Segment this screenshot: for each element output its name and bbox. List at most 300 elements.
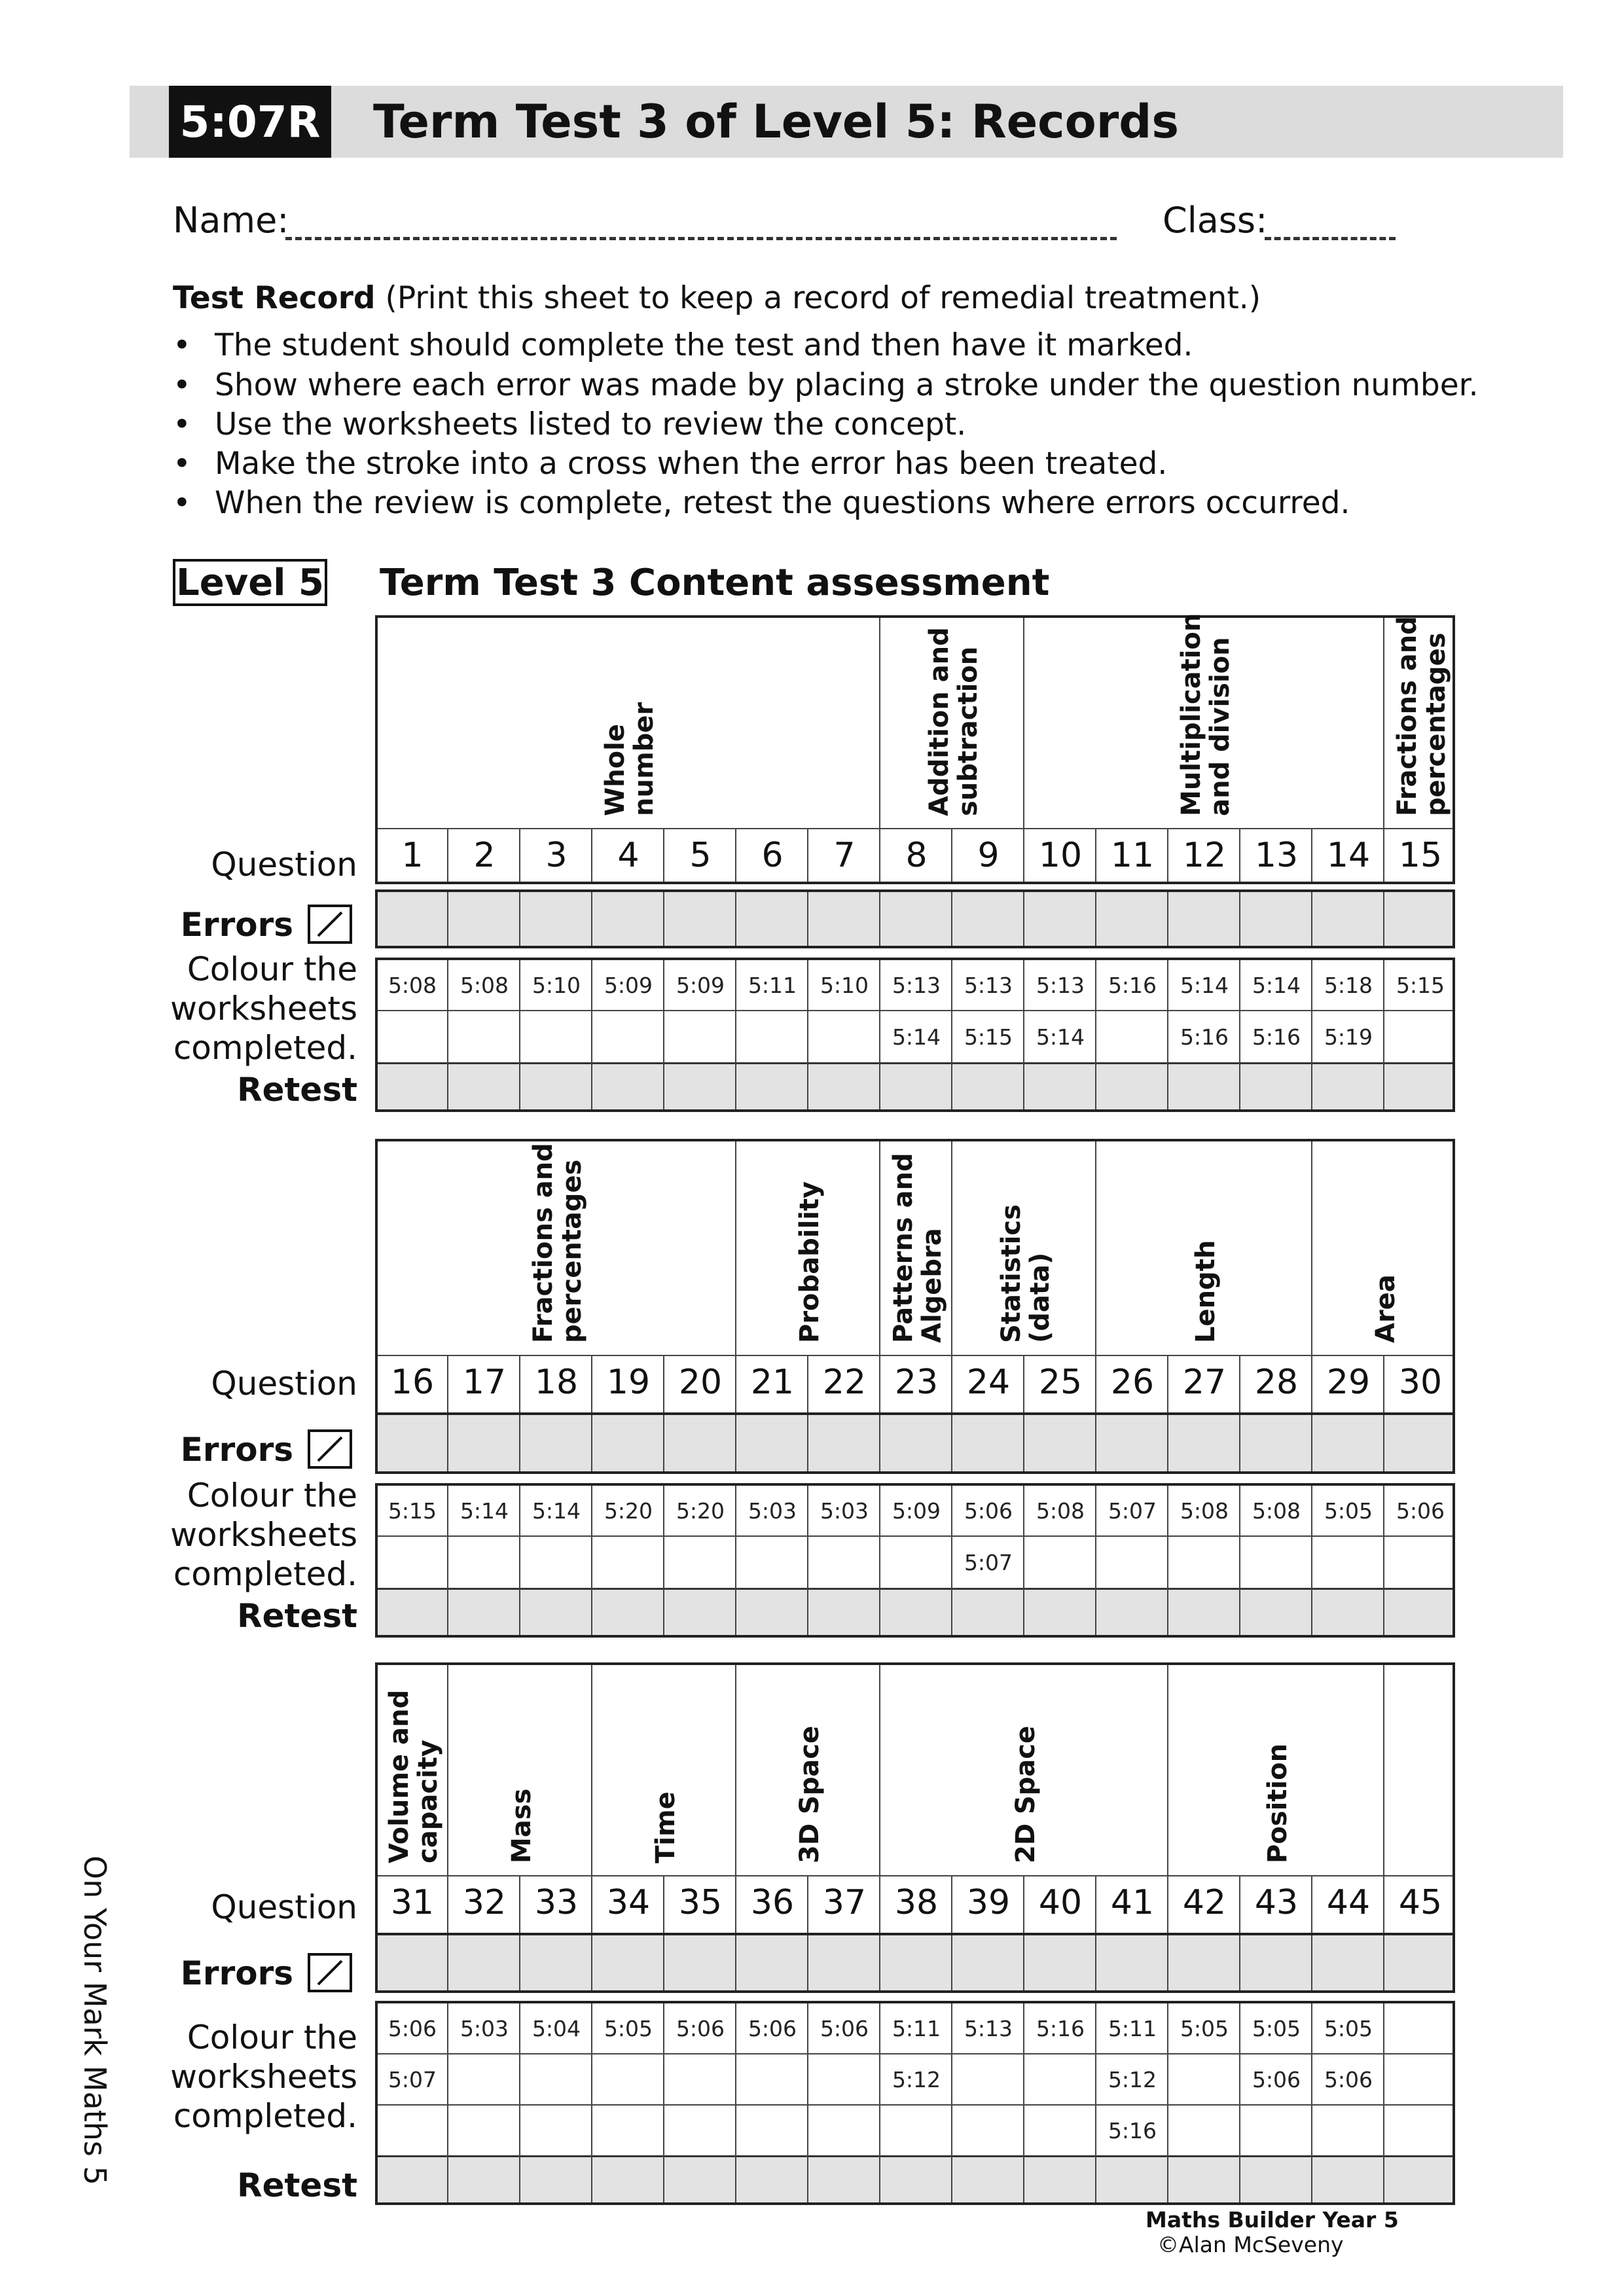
worksheet-cell[interactable]: 5:16	[1252, 1024, 1301, 1050]
worksheet-cell[interactable]: 5:20	[604, 1498, 653, 1524]
error-cell[interactable]	[1242, 1935, 1311, 1990]
retest-cell[interactable]	[1386, 1589, 1455, 1640]
worksheet-cell[interactable]: 5:16	[1180, 1024, 1229, 1050]
worksheet-cell[interactable]: 5:06	[964, 1498, 1013, 1524]
divider	[663, 1355, 664, 1412]
topic-line: subtraction	[953, 646, 983, 816]
worksheet-cell[interactable]: 5:13	[1036, 973, 1085, 998]
question-number: 8	[905, 836, 928, 875]
divider	[951, 1355, 952, 1412]
divider	[1023, 618, 1024, 831]
class-field[interactable]	[1265, 237, 1396, 240]
divider	[879, 618, 880, 831]
topic-line: (data)	[1025, 1252, 1055, 1343]
error-cell[interactable]	[1170, 892, 1239, 946]
retest-cell[interactable]	[522, 2157, 591, 2208]
retest-cell[interactable]	[882, 1064, 951, 1115]
retest-cell[interactable]	[1026, 2157, 1095, 2208]
question-number: 43	[1254, 1883, 1299, 1922]
worksheet-cell[interactable]: 5:11	[748, 973, 797, 998]
question-number: 14	[1326, 836, 1371, 875]
retest-cell[interactable]	[450, 1589, 519, 1640]
topic-question-grid	[375, 1662, 1455, 1935]
instruction-item: • When the review is complete, retest the questions where errors occurred.	[173, 485, 1350, 521]
retest-label: Retest	[237, 2166, 357, 2204]
question-number: 27	[1182, 1363, 1227, 1402]
divider	[735, 1935, 736, 1990]
worksheet-cell[interactable]: 5:06	[748, 2016, 797, 2041]
worksheet-cell[interactable]: 5:20	[676, 1498, 725, 1524]
divider	[807, 828, 808, 882]
question-number: 26	[1110, 1363, 1155, 1402]
divider	[807, 1355, 808, 1412]
divider	[879, 1665, 880, 1878]
question-number: 23	[894, 1363, 939, 1402]
error-cell[interactable]	[450, 1415, 519, 1471]
retest-cell[interactable]	[1170, 2157, 1239, 2208]
worksheet-cell[interactable]: 5:13	[964, 2016, 1013, 2041]
divider	[807, 2003, 808, 2202]
error-cell[interactable]	[1026, 1415, 1095, 1471]
topic-line: Position	[1263, 1743, 1293, 1863]
question-number: 16	[390, 1363, 435, 1402]
error-cell[interactable]	[1170, 1415, 1239, 1471]
worksheet-cell[interactable]: 5:06	[676, 2016, 725, 2041]
retest-cell[interactable]	[1314, 2157, 1383, 2208]
question-number: 21	[750, 1363, 795, 1402]
worksheet-cell[interactable]: 5:14	[1036, 1024, 1085, 1050]
retest-cell[interactable]	[882, 2157, 951, 2208]
divider	[591, 960, 592, 1109]
retest-cell[interactable]	[738, 1589, 807, 1640]
error-cell[interactable]	[450, 1935, 519, 1990]
divider	[951, 1141, 952, 1357]
stroke-key-icon	[308, 905, 352, 944]
divider	[447, 1355, 448, 1412]
topic-label	[1263, 1744, 1292, 1863]
divider	[519, 828, 520, 882]
divider	[1311, 828, 1312, 882]
topic-label	[795, 1181, 824, 1343]
divider	[879, 1415, 880, 1471]
topic-line: Fractions and	[528, 1143, 558, 1343]
divider	[1383, 828, 1384, 882]
retest-cell[interactable]	[1314, 1589, 1383, 1640]
error-cell[interactable]	[954, 892, 1023, 946]
divider	[1311, 960, 1312, 1109]
retest-cell[interactable]	[1098, 2157, 1167, 2208]
divider	[378, 2053, 1453, 2054]
retest-label: Retest	[237, 1597, 357, 1635]
worksheet-cell[interactable]: 5:15	[388, 1498, 437, 1524]
error-cell[interactable]	[594, 1935, 663, 1990]
worksheet-cell[interactable]: 5:14	[1180, 973, 1229, 998]
retest-cell[interactable]	[450, 1064, 519, 1115]
error-cell[interactable]	[1386, 1935, 1455, 1990]
worksheet-cell[interactable]: 5:07	[964, 1550, 1013, 1575]
retest-cell[interactable]	[882, 1589, 951, 1640]
worksheet-cell[interactable]: 5:05	[1180, 2016, 1229, 2041]
divider	[1167, 1486, 1168, 1635]
colour-label-1: Colour the	[187, 2018, 357, 2056]
divider	[447, 892, 448, 946]
retest-cell[interactable]	[1242, 2157, 1311, 2208]
question-number: 37	[822, 1883, 867, 1922]
worksheet-cell[interactable]: 5:12	[1108, 2067, 1157, 2092]
divider	[1311, 892, 1312, 946]
worksheet-cell[interactable]: 5:18	[1324, 973, 1373, 998]
question-number: 15	[1398, 836, 1443, 875]
error-cell[interactable]	[1386, 1415, 1455, 1471]
worksheet-cell[interactable]: 5:03	[820, 1498, 869, 1524]
test-record-heading: Test Record	[173, 280, 376, 316]
worksheet-cell[interactable]: 5:09	[604, 973, 653, 998]
retest-cell[interactable]	[954, 2157, 1023, 2208]
error-cell[interactable]	[1170, 1935, 1239, 1990]
retest-cell[interactable]	[1026, 1064, 1095, 1115]
divider	[1239, 1875, 1240, 1933]
retest-cell[interactable]	[1098, 1064, 1167, 1115]
worksheet-cell[interactable]: 5:14	[892, 1024, 941, 1050]
topic-line: Area	[1371, 1274, 1401, 1343]
divider	[1095, 1141, 1096, 1357]
topic-label	[601, 702, 659, 816]
question-number: 40	[1038, 1883, 1083, 1922]
retest-cell[interactable]	[594, 2157, 663, 2208]
divider	[1167, 960, 1168, 1109]
book-title: Maths Builder Year 5	[1146, 2207, 1399, 2233]
worksheet-cell[interactable]: 5:07	[1108, 1498, 1157, 1524]
error-cell[interactable]	[738, 1935, 807, 1990]
divider	[735, 1875, 736, 1933]
worksheet-cell[interactable]: 5:08	[460, 973, 509, 998]
error-cell[interactable]	[1098, 1415, 1167, 1471]
question-number: 33	[534, 1883, 579, 1922]
divider	[447, 1486, 448, 1635]
worksheet-cell[interactable]: 5:05	[1324, 1498, 1373, 1524]
worksheet-cell[interactable]: 5:11	[1108, 2016, 1157, 2041]
worksheets-grid	[375, 958, 1455, 1112]
error-cell[interactable]	[1098, 892, 1167, 946]
divider	[1239, 960, 1240, 1109]
retest-cell[interactable]	[1242, 1589, 1311, 1640]
worksheet-cell[interactable]: 5:10	[532, 973, 581, 998]
error-cell[interactable]	[738, 892, 807, 946]
divider	[447, 2003, 448, 2202]
divider	[1383, 960, 1384, 1109]
divider	[1311, 2003, 1312, 2202]
question-number: 1	[401, 836, 424, 875]
topic-line: Length	[1191, 1240, 1221, 1343]
divider	[879, 1486, 880, 1635]
divider	[1383, 1935, 1384, 1990]
topic-label	[795, 1726, 824, 1863]
worksheet-cell[interactable]: 5:04	[532, 2016, 581, 2041]
colour-label-1: Colour the	[187, 1477, 357, 1515]
divider	[447, 1935, 448, 1990]
topic-line: 2D Space	[1011, 1725, 1041, 1863]
divider	[378, 1010, 1453, 1011]
question-number: 24	[966, 1363, 1011, 1402]
divider	[591, 1415, 592, 1471]
divider	[663, 828, 664, 882]
topic-line: Fractions and	[1392, 616, 1422, 816]
errors-row	[375, 1933, 1455, 1993]
error-cell[interactable]	[666, 1415, 735, 1471]
divider	[735, 1486, 736, 1635]
divider	[735, 960, 736, 1109]
divider	[519, 960, 520, 1109]
worksheet-cell[interactable]: 5:11	[892, 2016, 941, 2041]
divider	[735, 828, 736, 882]
error-cell[interactable]	[810, 892, 879, 946]
error-cell[interactable]	[450, 892, 519, 946]
retest-cell[interactable]	[1314, 1064, 1383, 1115]
worksheet-cell[interactable]: 5:06	[1324, 2067, 1373, 2092]
divider	[1095, 1875, 1096, 1933]
retest-cell[interactable]	[522, 1064, 591, 1115]
retest-cell[interactable]	[810, 1064, 879, 1115]
error-cell[interactable]	[378, 1935, 447, 1990]
errors-row	[375, 889, 1455, 948]
divider	[951, 1486, 952, 1635]
divider	[519, 1415, 520, 1471]
question-number: 13	[1254, 836, 1299, 875]
divider	[879, 1935, 880, 1990]
worksheets-grid	[375, 1483, 1455, 1638]
topic-line: Multiplication	[1176, 613, 1206, 816]
topic-label	[925, 627, 983, 816]
divider	[591, 1875, 592, 1933]
retest-cell[interactable]	[666, 2157, 735, 2208]
error-cell[interactable]	[522, 1935, 591, 1990]
retest-cell[interactable]	[738, 1064, 807, 1115]
error-cell[interactable]	[1098, 1935, 1167, 1990]
retest-cell[interactable]	[666, 1064, 735, 1115]
retest-cell[interactable]	[810, 2157, 879, 2208]
worksheet-cell[interactable]: 5:06	[820, 2016, 869, 2041]
worksheet-cell[interactable]: 5:16	[1036, 2016, 1085, 2041]
retest-cell[interactable]	[378, 2157, 447, 2208]
level-box: Level 5	[173, 559, 327, 606]
error-cell[interactable]	[810, 1415, 879, 1471]
question-number: 19	[606, 1363, 651, 1402]
divider	[519, 2003, 520, 2202]
error-cell[interactable]	[1242, 1415, 1311, 1471]
colour-label-3: completed.	[173, 1029, 357, 1067]
retest-cell[interactable]	[810, 1589, 879, 1640]
error-cell[interactable]	[594, 1415, 663, 1471]
worksheet-cell[interactable]: 5:08	[1252, 1498, 1301, 1524]
divider	[879, 2003, 880, 2202]
divider	[1095, 1486, 1096, 1635]
topic-line: capacity	[413, 1740, 443, 1863]
error-cell[interactable]	[954, 1415, 1023, 1471]
error-cell[interactable]	[810, 1935, 879, 1990]
topic-label	[385, 1690, 442, 1863]
worksheet-cell[interactable]: 5:03	[748, 1498, 797, 1524]
divider	[735, 2003, 736, 2202]
retest-cell[interactable]	[594, 1589, 663, 1640]
divider	[519, 1355, 520, 1412]
topic-line: Volume and	[384, 1689, 414, 1863]
retest-cell[interactable]	[450, 2157, 519, 2208]
question-number: 42	[1182, 1883, 1227, 1922]
worksheet-cell[interactable]: 5:14	[460, 1498, 509, 1524]
colour-label-3: completed.	[173, 2097, 357, 2135]
worksheet-cell[interactable]: 5:05	[604, 2016, 653, 2041]
retest-cell[interactable]	[594, 1064, 663, 1115]
error-cell[interactable]	[666, 1935, 735, 1990]
errors-row	[375, 1412, 1455, 1474]
worksheet-cell[interactable]: 5:14	[532, 1498, 581, 1524]
divider	[1167, 828, 1168, 882]
worksheet-cell[interactable]: 5:10	[820, 973, 869, 998]
retest-cell[interactable]	[378, 1064, 447, 1115]
worksheet-cell[interactable]: 5:16	[1108, 973, 1157, 998]
divider	[1239, 1486, 1240, 1635]
error-cell[interactable]	[666, 892, 735, 946]
divider	[519, 1486, 520, 1635]
error-cell[interactable]	[522, 1415, 591, 1471]
error-cell[interactable]	[1314, 892, 1383, 946]
divider	[591, 1935, 592, 1990]
divider	[951, 828, 952, 882]
question-number: 2	[473, 836, 496, 875]
worksheet-cell[interactable]: 5:16	[1108, 2118, 1157, 2144]
worksheet-cell[interactable]: 5:13	[964, 973, 1013, 998]
divider	[663, 1486, 664, 1635]
topic-line: Time	[651, 1791, 681, 1863]
worksheet-cell[interactable]: 5:03	[460, 2016, 509, 2041]
question-number: 32	[462, 1883, 507, 1922]
error-cell[interactable]	[594, 892, 663, 946]
divider	[807, 892, 808, 946]
divider	[519, 892, 520, 946]
error-cell[interactable]	[378, 1415, 447, 1471]
divider	[951, 1935, 952, 1990]
topic-line: Mass	[507, 1788, 537, 1863]
divider	[879, 1355, 880, 1412]
divider	[663, 1875, 664, 1933]
retest-cell[interactable]	[1170, 1064, 1239, 1115]
retest-cell[interactable]	[1170, 1589, 1239, 1640]
worksheet-cell[interactable]: 5:06	[388, 2016, 437, 2041]
error-cell[interactable]	[1242, 892, 1311, 946]
stroke-key-icon	[308, 1429, 352, 1469]
divider	[1023, 1935, 1024, 1990]
divider	[1095, 1415, 1096, 1471]
divider	[1167, 1935, 1168, 1990]
worksheet-cell[interactable]: 5:15	[964, 1024, 1013, 1050]
retest-cell[interactable]	[522, 1589, 591, 1640]
retest-cell[interactable]	[1026, 1589, 1095, 1640]
retest-cell[interactable]	[954, 1589, 1023, 1640]
divider	[1383, 1875, 1384, 1933]
divider	[378, 1875, 1453, 1876]
worksheet-cell[interactable]: 5:08	[1180, 1498, 1229, 1524]
divider	[1095, 960, 1096, 1109]
question-label: Question	[211, 1888, 357, 1926]
topic-line: Algebra	[917, 1228, 947, 1343]
retest-cell[interactable]	[738, 2157, 807, 2208]
error-cell[interactable]	[1026, 1935, 1095, 1990]
worksheet-cell[interactable]: 5:19	[1324, 1024, 1373, 1050]
error-cell[interactable]	[1386, 892, 1455, 946]
divider	[807, 1486, 808, 1635]
colour-label-1: Colour the	[187, 950, 357, 988]
divider	[1239, 892, 1240, 946]
topic-line: number	[629, 702, 659, 816]
divider	[1383, 618, 1384, 831]
divider	[1167, 1665, 1168, 1878]
divider	[735, 1415, 736, 1471]
topic-label	[997, 1204, 1055, 1343]
worksheet-cell[interactable]: 5:05	[1324, 2016, 1373, 2041]
question-number: 6	[761, 836, 784, 875]
error-cell[interactable]	[882, 1415, 951, 1471]
worksheet-cell[interactable]: 5:08	[388, 973, 437, 998]
worksheet-cell[interactable]: 5:12	[892, 2067, 941, 2092]
class-label: Class:	[1163, 200, 1268, 241]
error-cell[interactable]	[882, 892, 951, 946]
topic-label	[507, 1789, 536, 1863]
question-number: 41	[1110, 1883, 1155, 1922]
worksheet-cell[interactable]: 5:14	[1252, 973, 1301, 998]
worksheet-cell[interactable]: 5:05	[1252, 2016, 1301, 2041]
retest-cell[interactable]	[1242, 1064, 1311, 1115]
worksheet-cell[interactable]: 5:13	[892, 973, 941, 998]
topic-label	[529, 1143, 586, 1343]
errors-label: Errors	[180, 1954, 293, 1992]
worksheet-cell[interactable]: 5:09	[676, 973, 725, 998]
retest-cell[interactable]	[1386, 1064, 1455, 1115]
divider	[951, 1875, 952, 1933]
topic-question-grid	[375, 1139, 1455, 1415]
retest-cell[interactable]	[954, 1064, 1023, 1115]
retest-cell[interactable]	[378, 1589, 447, 1640]
worksheet-cell[interactable]: 5:08	[1036, 1498, 1085, 1524]
name-field[interactable]	[285, 237, 1117, 240]
divider	[807, 960, 808, 1109]
error-cell[interactable]	[1026, 892, 1095, 946]
error-cell[interactable]	[378, 892, 447, 946]
worksheet-cell[interactable]: 5:15	[1396, 973, 1445, 998]
error-cell[interactable]	[1314, 1935, 1383, 1990]
divider	[1311, 1415, 1312, 1471]
worksheet-cell[interactable]: 5:06	[1396, 1498, 1445, 1524]
retest-cell[interactable]	[1098, 1589, 1167, 1640]
topic-label	[1177, 613, 1235, 816]
stroke-key-icon	[308, 1953, 352, 1992]
question-number: 17	[462, 1363, 507, 1402]
worksheet-cell[interactable]: 5:06	[1252, 2067, 1301, 2092]
error-cell[interactable]	[1314, 1415, 1383, 1471]
worksheet-cell[interactable]: 5:07	[388, 2067, 437, 2092]
error-cell[interactable]	[954, 1935, 1023, 1990]
retest-cell[interactable]	[1386, 2157, 1455, 2208]
error-cell[interactable]	[522, 892, 591, 946]
topic-label	[651, 1791, 680, 1863]
topic-label	[1011, 1726, 1040, 1863]
test-record-note: (Print this sheet to keep a record of remedial treatment.)	[375, 280, 1261, 316]
error-cell[interactable]	[738, 1415, 807, 1471]
divider	[1383, 1486, 1384, 1635]
retest-cell[interactable]	[666, 1589, 735, 1640]
question-number: 36	[750, 1883, 795, 1922]
worksheet-cell[interactable]: 5:09	[892, 1498, 941, 1524]
error-cell[interactable]	[882, 1935, 951, 1990]
